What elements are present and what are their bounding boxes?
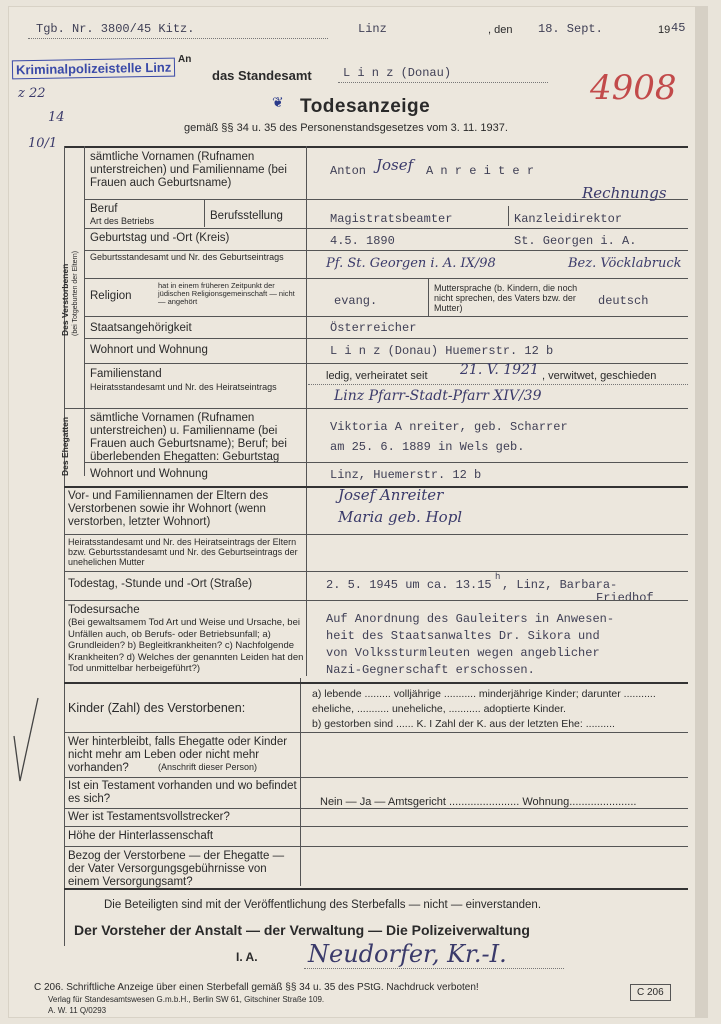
signature-line [304,968,564,969]
section-rule [64,408,688,409]
side-label-verstorbenen: Des Verstorbenen [60,263,70,336]
todestag-place: , Linz, Barbara- [502,578,618,592]
ehegatte-value-1: Viktoria A nreiter, geb. Scharrer [330,420,568,434]
publisher-text: Verlag für Standesamtswesen G.m.b.H., Berlin SW 61, Gitschiner Straße 109. [48,995,325,1004]
testament-value: Nein — Ja — Amtsgericht ....................... Wohnung...................... [320,796,637,808]
authority-text: Der Vorsteher der Anstalt — der Verwaltung — Die Polizeiverwaltung [74,922,530,938]
page-edge [695,6,708,1018]
eltern-hand-1: Josef Anreiter [338,486,444,504]
column-rule [306,146,307,676]
row-rule [64,732,688,733]
form-id-box: C 206 [630,984,671,1001]
row-rule [64,777,688,778]
margin-note-3: 10/1 [28,136,58,151]
tgb-number: Tgb. Nr. 3800/45 Kitz. [36,22,195,36]
row-rule [84,338,688,339]
date-value: 18. Sept. [538,22,603,36]
stellung-divider [508,206,509,226]
eltern-label: Vor- und Familiennamen der Eltern des Verstorbenen sowie ihr Wohnort (wenn verstorben, letzter Wohnort) [68,490,269,528]
stellung-value: Kanzleidirektor [514,212,623,226]
signature: Neudorfer, Kr.-I. [308,940,507,968]
row-rule [64,826,688,827]
geburtsort-value: St. Georgen i. A. [514,234,637,248]
ia-label: I. A. [236,950,258,964]
familienstand-date: 21. V. 1921 [460,362,539,378]
stellung-hand: Rechnungs [582,184,667,202]
todestag-value: 2. 5. 1945 um ca. 13.15 [326,578,492,592]
geburtsstandesamt-hand-2: Bez. Vöcklabruck [568,256,682,271]
todesursache-line-4: Nazi-Gegnerschaft erschossen. [326,663,535,677]
religion-divider [428,278,429,316]
row-rule [84,316,688,317]
wohnort-label: Wohnort und Wohnung [90,344,208,356]
vollstrecker-label: Wer ist Testamentsvollstrecker? [68,811,230,823]
eltern-hand-2: Maria geb. Hopl [338,508,463,526]
police-stamp: Kriminalpolizeistelle Linz [12,58,176,80]
an-label: An [178,54,192,65]
wohnort-value: L i n z (Donau) Huemerstr. 12 b [330,344,554,358]
ehegatte-value-2: am 25. 6. 1889 in Wels geb. [330,440,525,454]
table-top-rule [64,146,688,148]
vornamen-hand: Josef [376,156,414,174]
year-prefix: 19 [658,24,671,36]
hinterbleibt-label: Wer hinterbleibt, falls Ehegatte oder Kinder nicht mehr am Leben oder nicht mehr vorhanden? [68,736,288,774]
row-rule [84,462,688,463]
todesursache-line-3: von Volkssturmleuten wegen angeblicher [326,646,600,660]
row-rule [84,250,688,251]
ehegatte-wohnort-value: Linz, Huemerstr. 12 b [330,468,482,482]
side-label-rule [84,146,85,476]
red-pencil-number: 4908 [590,68,677,108]
todesursache-line-2: heit des Staatsanwaltes Dr. Sikora und [326,629,600,643]
row-rule [84,278,688,279]
familienstand-label: Familienstand [90,368,162,380]
todestag-place-2: Friedhof [596,591,654,605]
religion-sub-label: hat in einem früheren Zeitpunkt der jüdischen Religionsgemeinschaft — nicht — angehört [158,281,295,306]
margin-note-2: 14 [48,110,65,125]
kinder-label: Kinder (Zahl) des Verstorbenen: [68,701,246,715]
hinterlassenschaft-label: Höhe der Hinterlassenschaft [68,830,214,842]
beruf-value: Magistratsbeamter [330,212,453,226]
beruf-label: Beruf [90,203,118,215]
row-rule [64,571,688,572]
heiratsstandesamt-eltern-label: Heiratsstandesamt und Nr. des Heiratseintrags der Eltern bzw. Geburtsstandesamt und Nr. des Geburtseintrags der unehelichen Mutter [68,537,298,567]
todestag-sup: h [495,572,501,582]
row-rule [84,363,688,364]
consent-text: Die Beteiligten sind mit der Veröffentlichung des Sterbefalls — nicht — einverstanden. [104,899,542,911]
side-label-ehegatten: Des Ehegatten [60,416,70,476]
muttersprache-label: Muttersprache (b. Kindern, die noch nicht sprechen, des Vaters bzw. der Mutter) [434,283,578,313]
staatsangehoerigkeit-value: Österreicher [330,321,417,335]
form-code: A. W. 11 Q/0293 [48,1006,107,1015]
section-rule [64,888,688,890]
hinterbleibt-sub: (Anschrift dieser Person) [158,762,258,772]
geburtsstandesamt-label: Geburtsstandesamt und Nr. des Geburtseintrags [90,252,284,262]
row-rule [64,534,688,535]
check-mark-icon [10,696,40,786]
document-title: Todesanzeige [300,96,431,117]
muttersprache-value: deutsch [598,294,649,308]
religion-value: evang. [334,294,378,308]
row-rule [64,808,688,809]
eagle-mark-icon: ❦ [272,94,284,110]
geburtstag-value: 4.5. 1890 [330,234,395,248]
todesursache-sub: (Bei gewaltsamem Tod Art und Weise und Ursache, bei Unfällen auch, ob Berufs- oder Betriebsunfall; a) Grundleiden? b) Begleitkrankheiten? c) Nachfolgende Krankheiten? d) Welches der genannten Leiden hat den Tod unmittelbar herbeigeführt?) [68,617,304,674]
heiratsstandesamt-hand: Linz Pfarr-Stadt-Pfarr XIV/39 [334,388,542,404]
side-label-verstorbenen-sub: (bei Totgeburten der Eltern) [72,250,79,336]
bezug-label: Bezog der Verstorbene — der Ehegatte — der Vater Versorgungsgebührnisse von einem Versorgungsamt? [68,850,285,888]
todesursache-label: Todesursache [68,604,140,616]
year-value: 45 [671,21,686,35]
vornamen-value: Anton [330,164,367,178]
staatsangehoerigkeit-label: Staatsangehörigkeit [90,322,192,334]
berufsstellung-label: Berufsstellung [210,210,283,222]
vornamen-label: sämtliche Vornamen (Rufnamen unterstreichen) und Familienname (bei Frauen auch Geburtsname) [90,151,287,189]
section-rule [64,682,688,684]
addressee-label: das Standesamt [212,68,312,83]
den-label: , den [488,24,513,36]
ehegatte-label: sämtliche Vornamen (Rufnamen unterstreichen) u. Familienname (bei Frauen auch Geburtsname); Beruf; bei überlebenden Ehegatten: Geburtstag [90,412,287,463]
addressee-underline [338,82,548,83]
place-value: Linz [358,22,387,36]
document-subtitle: gemäß §§ 34 u. 35 des Personenstandsgesetzes vom 3. 11. 1937. [184,122,508,134]
religion-label: Religion [90,290,132,302]
beruf-divider [204,199,205,227]
row-rule [64,600,688,601]
kinder-line-a: a) lebende ......... volljährige ........... minderjährige Kinder; darunter ........... eheliche, ........... uneheliche, ........... adoptierte Kinder. [312,688,656,715]
testament-label: Ist ein Testament vorhanden und wo befindet es sich? [68,780,297,805]
form-note: C 206. Schriftliche Anzeige über einen Sterbefall gemäß §§ 34 u. 35 des PStG. Nachdruck verboten! [34,982,479,993]
geburtstag-label: Geburtstag und -Ort (Kreis) [90,232,230,244]
geburtsstandesamt-hand: Pf. St. Georgen i. A. IX/98 [326,256,496,271]
vornamen-surname: A n r e i t e r [426,164,535,178]
beruf-sub-label: Art des Betriebs [90,216,155,226]
row-rule [84,228,688,229]
kinder-line-b: b) gestorben sind ...... K. I Zahl der K. aus der letzten Ehe: .......... [312,718,615,730]
margin-note-1: z 22 [18,86,46,101]
row-rule [64,846,688,847]
column-rule-lower [300,678,301,886]
familienstand-dotted [308,384,688,385]
document-page [8,6,708,1018]
todestag-label: Todestag, -Stunde und -Ort (Straße) [68,578,253,590]
addressee-value: L i n z (Donau) [343,66,452,80]
todesursache-line-1: Auf Anordnung des Gauleiters in Anwesen- [326,612,615,626]
ehegatte-wohnort-label: Wohnort und Wohnung [90,468,208,480]
tgb-underline [28,38,328,39]
heiratsstandesamt-label: Heiratsstandesamt und Nr. des Heiratseintrags [90,382,277,392]
familienstand-rest: , verwitwet, geschieden [542,370,657,382]
familienstand-value: ledig, verheiratet seit [326,370,428,382]
